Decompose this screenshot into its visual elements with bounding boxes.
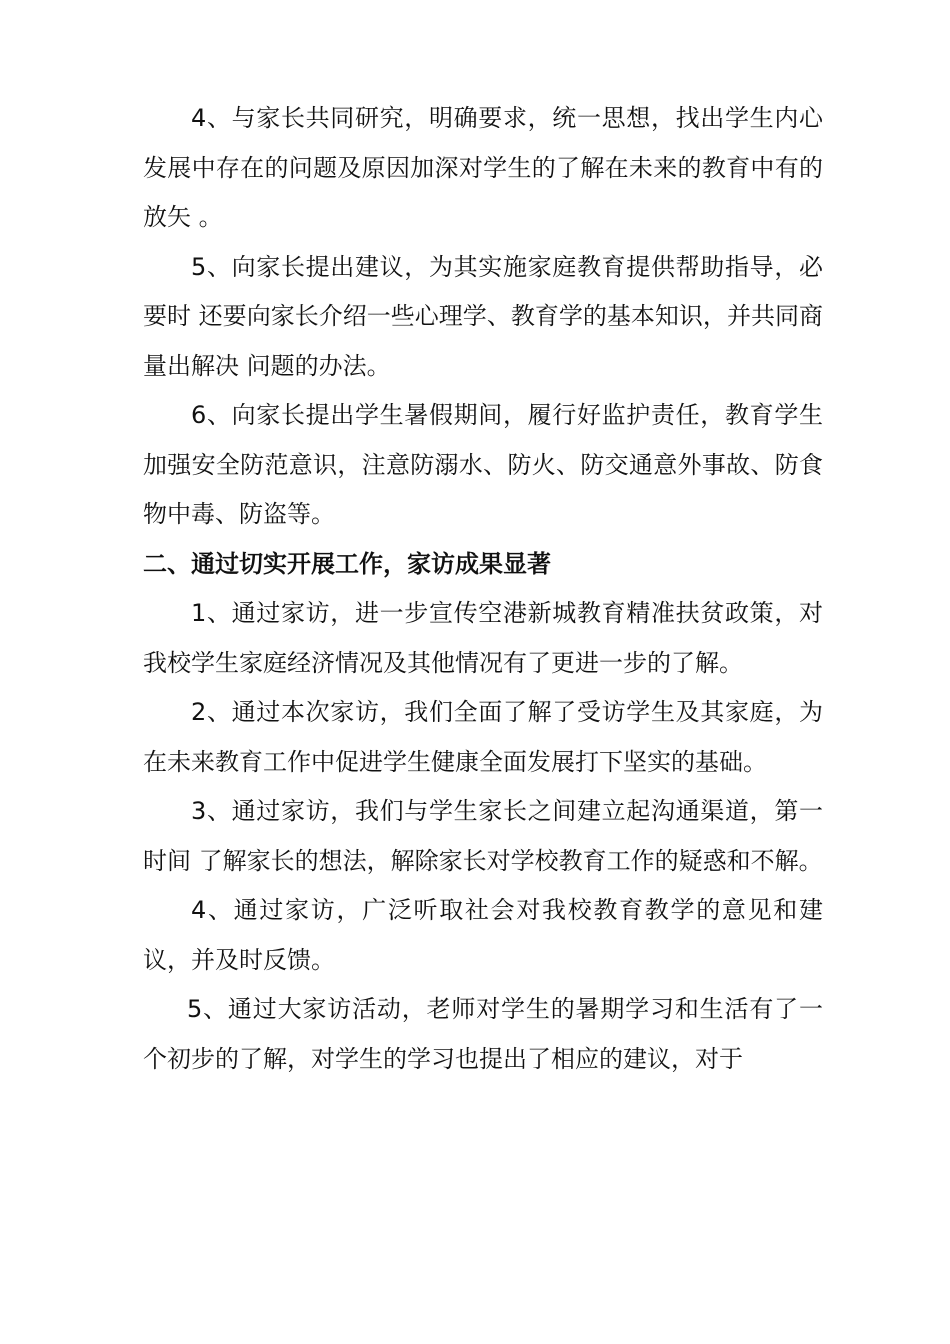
result-item-2: 2、通过本次家访，我们全面了解了受访学生及其家庭，为在未来教育工作中促进学生健康全面发展打下坚实的基础。	[143, 698, 823, 776]
result-item-3: 3、通过家访，我们与学生家长之间建立起沟通渠道，第一时间 了解家长的想法，解除家长对学校教育工作的疑惑和不解。	[143, 797, 823, 875]
paragraph-item-4: 4、与家长共同研究，明确要求，统一思想，找出学生内心发展中存在的问题及原因加深对学生的了解在未来的教育中有的放矢 。	[143, 104, 823, 231]
document-body	[143, 94, 823, 1084]
paragraph-item-6: 6、向家长提出学生暑假期间，履行好监护责任，教育学生加强安全防范意识，注意防溺水、防火、防交通意外事故、防食物中毒、防盗等。	[143, 401, 823, 528]
paragraph-item-5: 5、向家长提出建议，为其实施家庭教育提供帮助指导，必要时 还要向家长介绍一些心理学、教育学的基本知识，并共同商量出解决 问题的办法。	[143, 252, 823, 380]
result-item-1: 1、通过家访，进一步宣传空港新城教育精准扶贫政策，对我校学生家庭经济情况及其他情况有了更进一步的了解。	[143, 599, 823, 677]
result-item-4: 4、通过家访，广泛听取社会对我校教育教学的意见和建议，并及时反馈。	[143, 896, 823, 974]
result-item-5: 5、通过大家访活动，老师对学生的暑期学习和生活有了一个初步的了解，对学生的学习也提出了相应的建议，对于	[143, 995, 823, 1073]
section-heading-2: 二、通过切实开展工作，家访成果显著	[143, 549, 551, 578]
